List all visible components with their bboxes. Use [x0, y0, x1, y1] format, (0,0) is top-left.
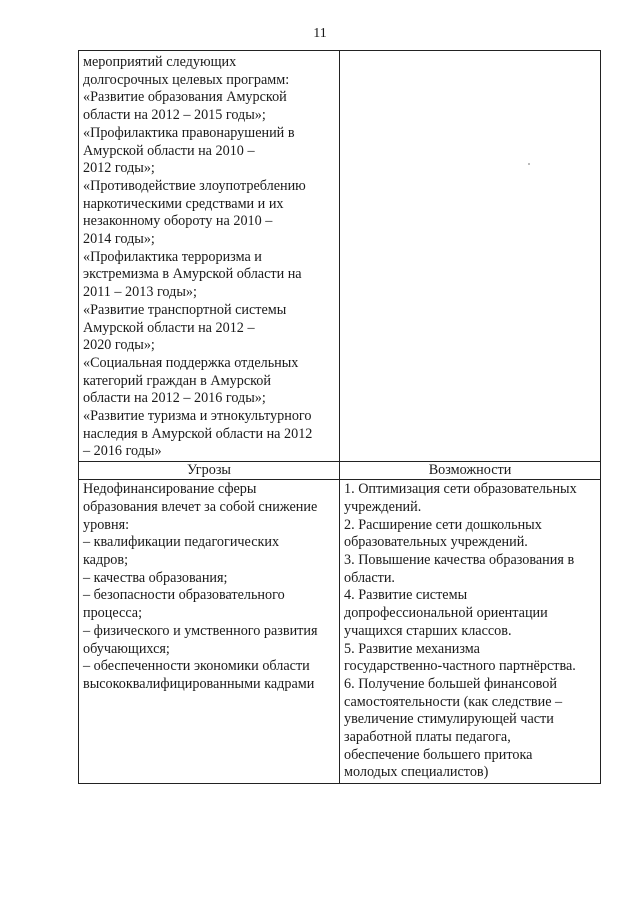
threat-text-line: высококвалифицированными кадрами — [83, 675, 315, 692]
program-text-line: – 2016 годы» — [83, 443, 162, 460]
program-text-line: категорий граждан в Амурской — [83, 372, 271, 389]
threat-text-line: – физического и умственного развития — [83, 622, 318, 639]
program-text-line: «Развитие транспортной системы — [83, 301, 287, 318]
threat-text-line: – квалификации педагогических — [83, 534, 280, 551]
threats-cell — [79, 480, 340, 784]
threat-text-line: Недофинансирование сферы — [83, 481, 257, 498]
program-text-line: незаконному обороту на 2010 – — [83, 213, 273, 230]
threat-text-line: – обеспеченности экономики области — [83, 658, 310, 675]
program-text-line: наркотическими средствами и их — [83, 195, 284, 212]
threat-text-line: процесса; — [83, 605, 143, 622]
program-text-line: 2014 годы»; — [83, 231, 155, 248]
table-header-row — [79, 462, 601, 480]
opportunity-text-line: государственно-частного партнёрства. — [344, 658, 576, 675]
program-text-line: «Развитие образования Амурской — [83, 89, 287, 106]
threats-header: Угрозы — [79, 462, 340, 480]
program-text-line: «Профилактика терроризма и — [83, 248, 262, 265]
opportunities-cell — [340, 480, 601, 784]
program-text-line: Амурской области на 2012 – — [83, 319, 255, 336]
program-text-line: «Социальная поддержка отдельных — [83, 354, 299, 371]
opportunity-text-line: молодых специалистов) — [344, 764, 489, 781]
program-text-line: экстремизма в Амурской области на — [83, 266, 302, 283]
program-text-line: Амурской области на 2010 – — [83, 142, 255, 159]
program-text-line: 2012 годы»; — [83, 160, 155, 177]
program-text-line: мероприятий следующих — [83, 54, 237, 70]
program-text-line: «Противодействие злоупотреблению — [83, 177, 306, 194]
opportunity-text-line: допрофессиональной ориентации — [344, 605, 548, 622]
program-text-line: 2020 годы»; — [83, 337, 155, 354]
program-text-line: долгосрочных целевых программ: — [83, 71, 290, 88]
opportunity-text-line: 5. Развитие механизма — [344, 640, 480, 657]
scan-speck — [528, 163, 530, 165]
opportunity-text-line: учреждений. — [344, 498, 422, 515]
opportunities-header: Возможности — [340, 462, 601, 480]
opportunity-text-line: самостоятельности (как следствие – — [344, 693, 563, 710]
page-number: 11 — [313, 26, 327, 41]
program-text-line: наследия в Амурской области на 2012 — [83, 425, 313, 442]
threat-text-line: уровня: — [83, 516, 130, 533]
swot-table — [78, 50, 601, 784]
program-text-line: области на 2012 – 2016 годы»; — [83, 390, 266, 407]
table-row-content — [79, 480, 601, 784]
opportunity-text-line: обеспечение большего притока — [344, 746, 533, 763]
opportunity-text-line: области. — [344, 569, 395, 586]
program-text-line: «Профилактика правонарушений в — [83, 124, 295, 141]
table-row-continuation — [79, 51, 601, 462]
continuation-cell-left — [79, 51, 340, 462]
opportunity-text-line: образовательных учреждений. — [344, 534, 528, 551]
threat-text-line: – безопасности образовательного — [83, 587, 285, 604]
opportunity-text-line: 4. Развитие системы — [344, 587, 468, 604]
opportunity-text-line: 6. Получение большей финансовой — [344, 675, 557, 692]
continuation-cell-right — [340, 51, 601, 462]
threat-text-line: обучающихся; — [83, 640, 170, 657]
opportunity-text-line: заработной платы педагога, — [344, 729, 511, 746]
program-text-line: области на 2012 – 2015 годы»; — [83, 107, 266, 124]
opportunity-text-line: 2. Расширение сети дошкольных — [344, 516, 542, 533]
threat-text-line: образования влечет за собой снижение — [83, 498, 318, 515]
opportunity-text-line: 3. Повышение качества образования в — [344, 551, 575, 568]
opportunity-text-line: учащихся старших классов. — [344, 622, 512, 639]
program-text-line: «Развитие туризма и этнокультурного — [83, 408, 312, 425]
program-text-line: 2011 – 2013 годы»; — [83, 284, 197, 301]
opportunity-text-line: увеличение стимулирующей части — [344, 711, 554, 728]
opportunity-text-line: 1. Оптимизация сети образовательных — [344, 481, 577, 498]
threat-text-line: – качества образования; — [83, 569, 228, 586]
threat-text-line: кадров; — [83, 551, 129, 568]
